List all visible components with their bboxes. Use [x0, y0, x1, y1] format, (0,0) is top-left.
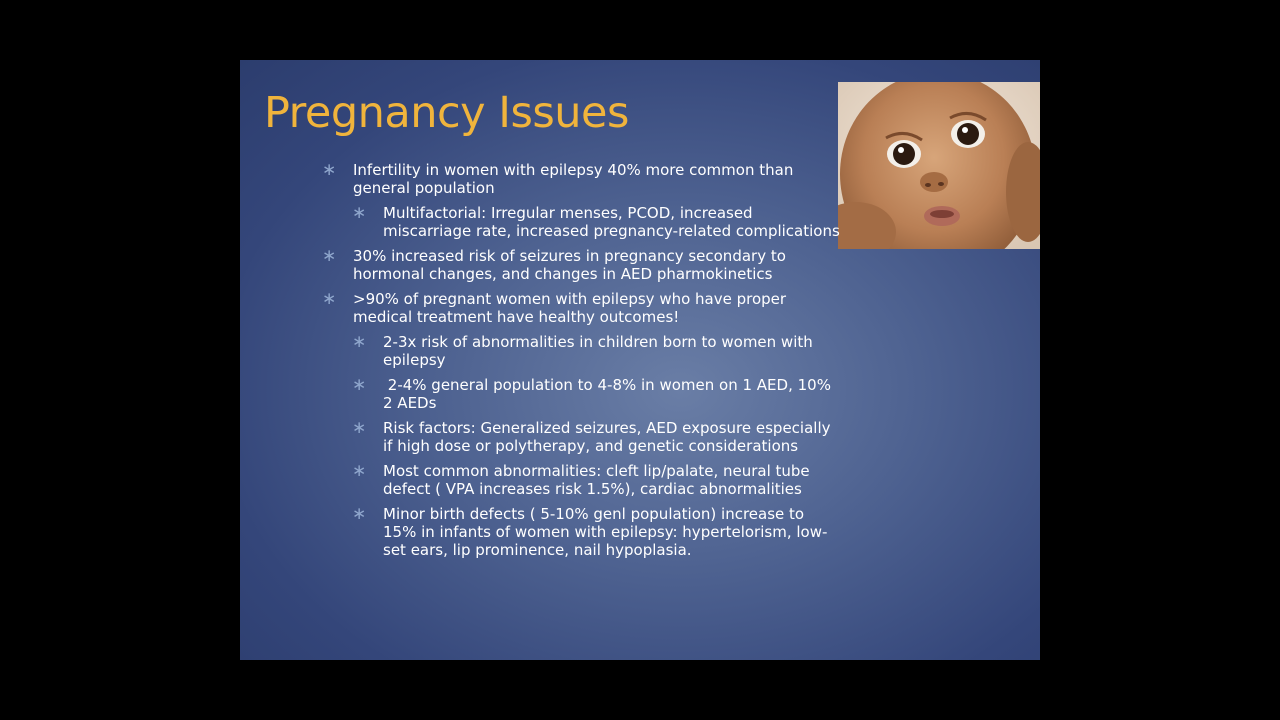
- asterisk-bullet-icon: ∗: [352, 504, 367, 524]
- asterisk-bullet-icon: ∗: [352, 203, 367, 223]
- sub-bullet-item: [352, 505, 842, 559]
- bullet-item: [322, 290, 842, 326]
- sub-bullet-item: [352, 462, 842, 498]
- slide: [240, 60, 1040, 660]
- slide-title: Pregnancy Issues: [264, 88, 629, 138]
- sub-bullet-item: [352, 204, 842, 240]
- asterisk-bullet-icon: ∗: [322, 289, 337, 309]
- bullet-text: Risk factors: Generalized seizures, AED exposure especially if high dose or polytherapy, and genetic considerations: [383, 419, 831, 455]
- bullet-text: 30% increased risk of seizures in pregnancy secondary to hormonal changes, and changes in AED pharmokinetics: [353, 247, 786, 283]
- asterisk-bullet-icon: ∗: [322, 160, 337, 180]
- bullet-text: Infertility in women with epilepsy 40% more common than general population: [353, 161, 794, 197]
- baby-photo: [838, 82, 1040, 249]
- sub-bullet-item: [352, 419, 842, 455]
- bullet-item: [322, 247, 842, 283]
- sub-bullet-item: [352, 333, 842, 369]
- bullet-item: [322, 161, 842, 197]
- asterisk-bullet-icon: ∗: [352, 332, 367, 352]
- asterisk-bullet-icon: ∗: [322, 246, 337, 266]
- bullet-text: 2-3x risk of abnormalities in children born to women with epilepsy: [383, 333, 813, 369]
- asterisk-bullet-icon: ∗: [352, 418, 367, 438]
- bullet-text: Minor birth defects ( 5-10% genl population) increase to 15% in infants of women with epilepsy: hypertelorism, low-set ears, lip prominence, nail hypoplasia.: [383, 505, 828, 559]
- bullet-list: [322, 161, 842, 566]
- bullet-text: Most common abnormalities: cleft lip/palate, neural tube defect ( VPA increases risk 1.5%), cardiac abnormalities: [383, 462, 810, 498]
- sub-bullet-item: [352, 376, 842, 412]
- asterisk-bullet-icon: ∗: [352, 375, 367, 395]
- asterisk-bullet-icon: ∗: [352, 461, 367, 481]
- bullet-text: >90% of pregnant women with epilepsy who have proper medical treatment have healthy outcomes!: [353, 290, 787, 326]
- bullet-text: 2-4% general population to 4-8% in women on 1 AED, 10% 2 AEDs: [383, 376, 836, 412]
- bullet-text: Multifactorial: Irregular menses, PCOD, increased miscarriage rate, increased pregnancy-related complications: [383, 204, 840, 240]
